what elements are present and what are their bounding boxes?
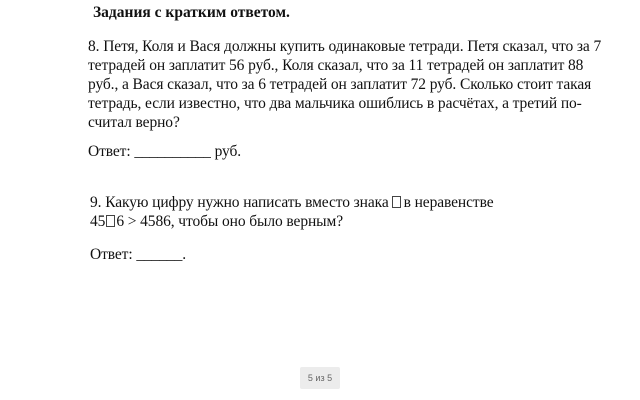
task-9-line-2 <box>90 213 343 231</box>
task-8-line-1: 8. Петя, Коля и Вася должны купить одинаковые тетради. Петя сказал, что за 7 <box>88 38 602 55</box>
page-indicator: 5 из 5 <box>300 367 340 389</box>
task-9-line-1-start: 9. Какую цифру нужно написать вместо знака <box>90 194 389 211</box>
missing-glyph-box-icon <box>392 196 401 208</box>
missing-glyph-box-icon <box>106 215 115 227</box>
task-8-answer: Ответ: __________ руб. <box>88 143 242 160</box>
task-9-line-1-end: в неравенстве <box>403 194 494 211</box>
task-9-line-1 <box>90 194 493 212</box>
task-8-line-4: тетрадь, если известно, что два мальчика ошиблись в расчётах, а третий по- <box>88 95 582 112</box>
task-8-line-2: тетрадей он заплатит 56 руб., Коля сказал, что за 11 тетрадей он заплатит 88 <box>88 57 584 74</box>
task-8-line-3: руб., а Вася сказал, что за 6 тетрадей он заплатит 72 руб. Сколько стоит такая <box>88 76 592 93</box>
task-8-line-5: считал верно? <box>88 114 180 131</box>
task-9-answer: Ответ: ______. <box>90 246 187 263</box>
task-9-line-2-suffix: 6 > 4586, чтобы оно было верным? <box>116 213 343 230</box>
section-heading: Задания с кратким ответом. <box>93 4 290 21</box>
task-9-line-2-prefix: 45 <box>90 213 106 230</box>
